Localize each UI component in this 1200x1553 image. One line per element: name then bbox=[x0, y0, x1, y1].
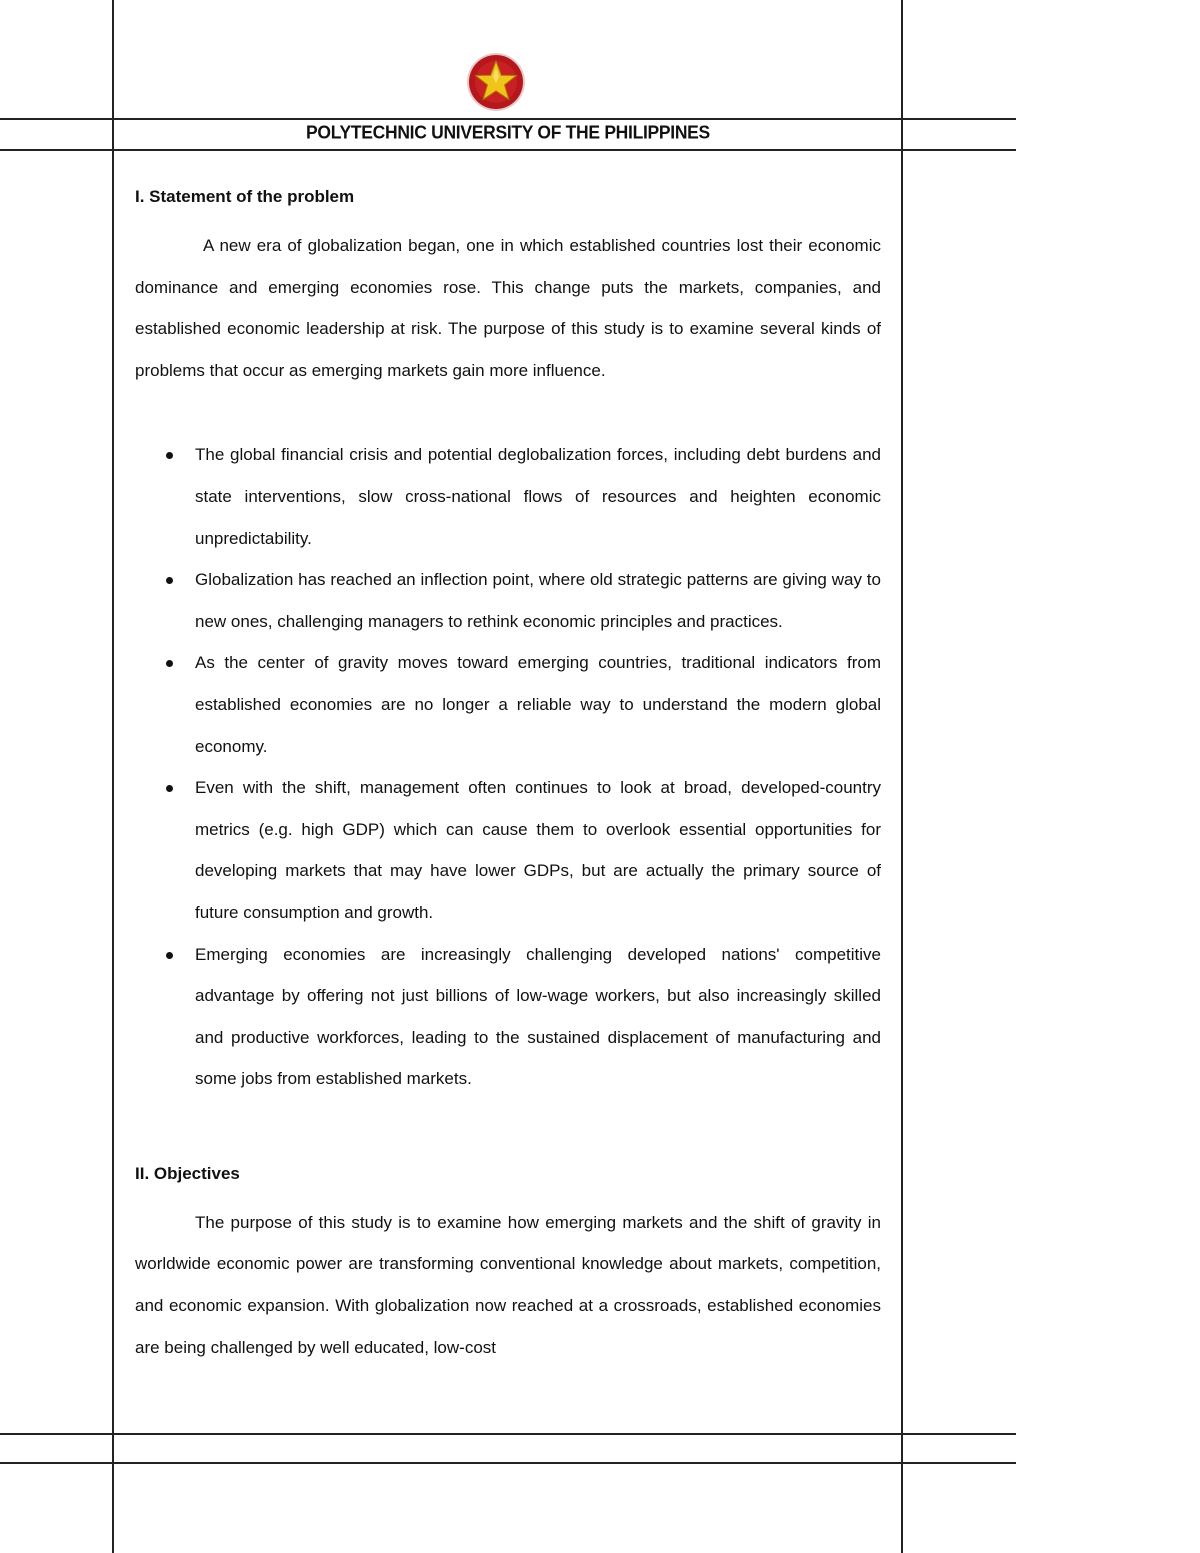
bullet-icon bbox=[166, 660, 173, 667]
header-rule-bottom bbox=[0, 149, 1016, 151]
list-item bbox=[135, 934, 881, 1100]
list-item bbox=[135, 642, 881, 767]
statement-paragraph: A new era of globalization began, one in which established countries lost their economic dominance and emerging economies rose. This change puts the markets, companies, and established economic leadership at risk. The purpose of this study is to examine several kinds of problems that occur as emerging markets gain more influence. bbox=[135, 236, 881, 380]
bullet-icon bbox=[166, 785, 173, 792]
list-item-text: Even with the shift, management often continues to look at broad, developed-country metrics (e.g. high GDP) which can cause them to overlook essential opportunities for developing markets that may have lower GDPs, but are actually the primary source of future consumption and growth. bbox=[195, 778, 881, 922]
margin-line-right bbox=[901, 0, 903, 1553]
bullet-icon bbox=[166, 452, 173, 459]
section-heading-objectives: II. Objectives bbox=[135, 1163, 240, 1183]
margin-line-left bbox=[112, 0, 114, 1553]
footer-rule-top bbox=[0, 1433, 1016, 1435]
footer-rule-bottom bbox=[0, 1462, 1016, 1464]
section-heading-statement: I. Statement of the problem bbox=[135, 187, 355, 206]
bullet-icon bbox=[166, 577, 173, 584]
list-item-text: The global financial crisis and potential deglobalization forces, including debt burdens and state interventions, slow cross-national flows of resources and heighten economic unpredictability. bbox=[195, 445, 881, 548]
problem-bullet-list bbox=[135, 434, 881, 1100]
list-item-text: As the center of gravity moves toward emerging countries, traditional indicators from established economies are no longer a reliable way to understand the modern global economy. bbox=[195, 653, 881, 756]
bullet-icon bbox=[166, 952, 173, 959]
list-item bbox=[135, 559, 881, 642]
university-name: POLYTECHNIC UNIVERSITY OF THE PHILIPPINES bbox=[306, 121, 710, 143]
list-item-text: Emerging economies are increasingly challenging developed nations' competitive advantage by offering not just billions of low-wage workers, but also increasingly skilled and productive workforces, leading to the sustained displacement of manufacturing and some jobs from established markets. bbox=[195, 944, 881, 1089]
university-logo-icon bbox=[466, 52, 526, 112]
list-item bbox=[135, 767, 881, 933]
document-body bbox=[135, 183, 881, 1368]
list-item bbox=[135, 434, 881, 559]
list-item-text: Globalization has reached an inflection point, where old strategic patterns are giving way to new ones, challenging managers to rethink economic principles and practices. bbox=[195, 570, 881, 631]
objectives-paragraph: The purpose of this study is to examine how emerging markets and the shift of gravity in worldwide economic power are transforming conventional knowledge about markets, competition, and economic expansion. With globalization now reached at a crossroads, established economies are being challenged by well educated, low-cost bbox=[135, 1212, 881, 1357]
header-rule-top bbox=[0, 118, 1016, 120]
